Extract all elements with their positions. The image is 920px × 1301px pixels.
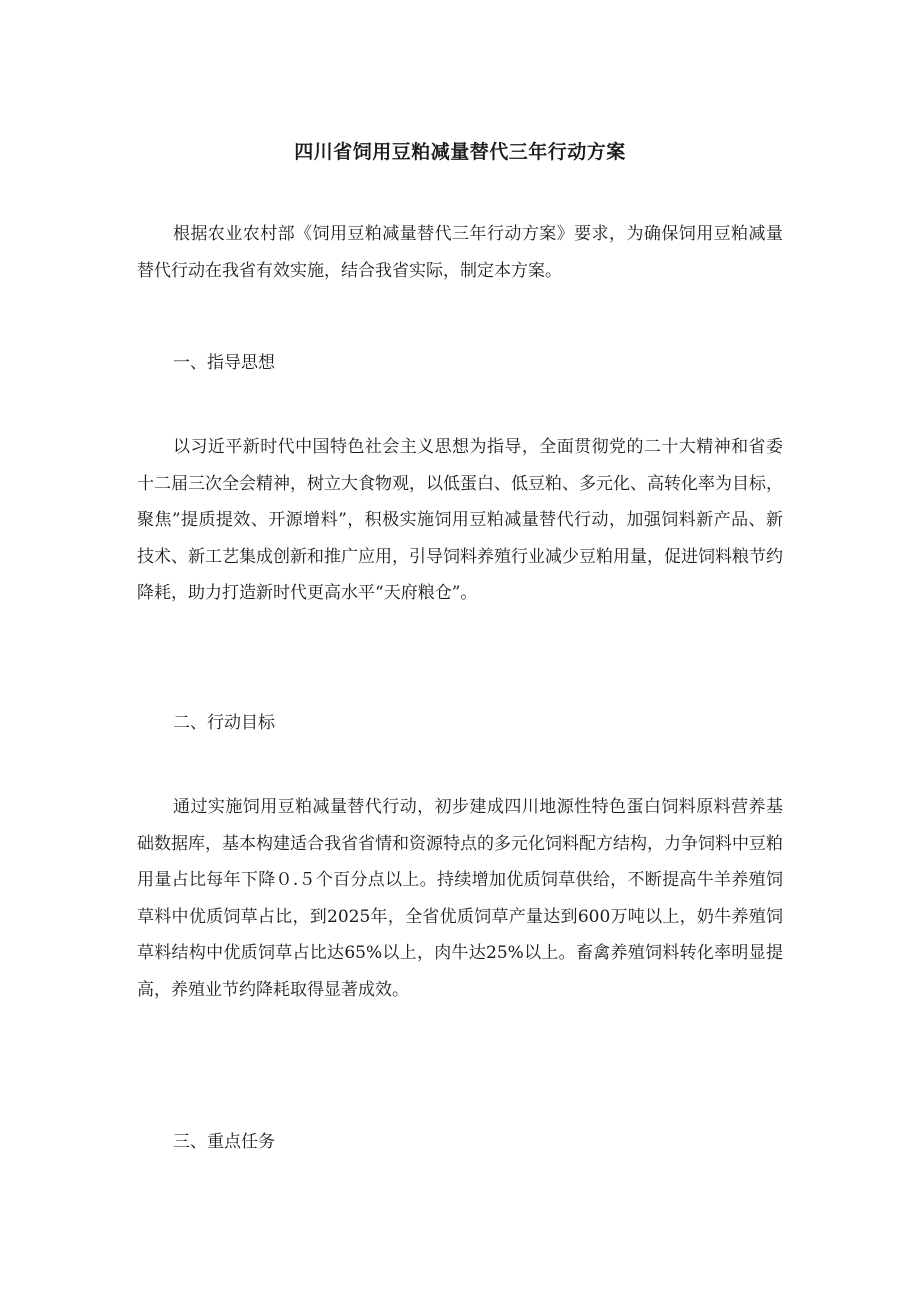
section-heading-key-tasks: 三、重点任务 [173, 1132, 275, 1152]
section-heading-guiding-ideology: 一、指导思想 [173, 353, 275, 373]
section-body-guiding-ideology: 以习近平新时代中国特色社会主义思想为指导，全面贯彻党的二十大精神和省委十二届三次全会精神，树立大食物观，以低蛋白、低豆粕、多元化、高转化率为目标，聚焦”提质提效、开源增料”，积极实施饲用豆粕减量替代行动，加强饲料新产品、新技术、新工艺集成创新和推广应用，引导饲料养殖行业减少豆粕用量，促进饲料粮节约降耗，助力打造新时代更高水平“天府粮仓”。 [137, 437, 783, 603]
document-title: 四川省饲用豆粕减量替代三年行动方案 [294, 141, 626, 163]
section-body-action-goals: 通过实施饲用豆粕减量替代行动，初步建成四川地源性特色蛋白饲料原料营养基础数据库，基本构建适合我省省情和资源特点的多元化饲料配方结构，力争饲料中豆粕用量占比每年下降０.５个百分点以上。持续增加优质饲草供给，不断提高牛羊养殖饲草料中优质饲草占比，到2025年，全省优质饲草产量达到600万吨以上，奶牛养殖饲草料结构中优质饲草占比达65%以上，肉牛达25%以上。畜禽养殖饲料转化率明显提高，养殖业节约降耗取得显著成效。 [137, 797, 783, 1000]
section-heading-action-goals: 二、行动目标 [173, 713, 275, 733]
intro-paragraph: 根据农业农村部《饲用豆粕减量替代三年行动方案》要求，为确保饲用豆粕减量替代行动在我省有效实施，结合我省实际，制定本方案。 [137, 224, 783, 281]
